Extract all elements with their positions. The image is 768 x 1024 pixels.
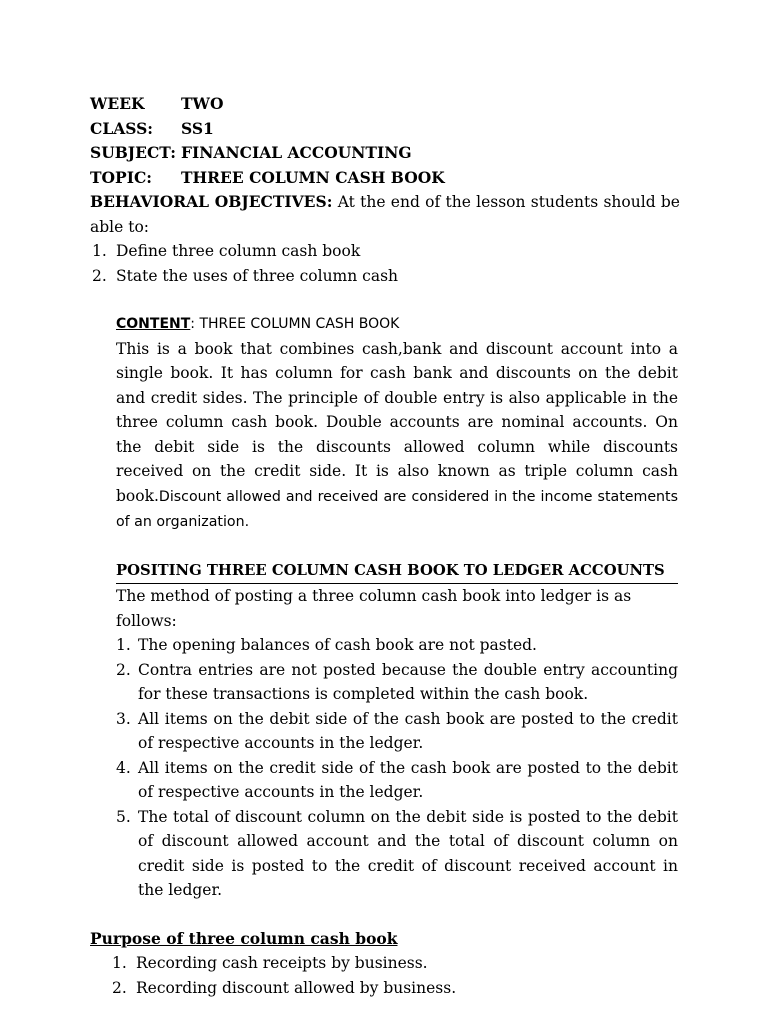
list-number: 2. <box>112 978 127 997</box>
posting-list <box>116 633 678 903</box>
list-item <box>90 239 680 264</box>
list-text: Recording cash receipts by business. <box>136 954 428 972</box>
list-text: State the uses of three column cash <box>116 266 399 285</box>
week-label: WEEK <box>90 94 145 113</box>
content-title: : THREE COLUMN CASH BOOK <box>190 316 400 332</box>
subject-value: FINANCIAL ACCOUNTING <box>181 143 412 162</box>
purpose-heading: Purpose of three column cash book <box>90 928 398 948</box>
list-item <box>90 264 680 289</box>
list-item <box>116 805 678 903</box>
document-page <box>90 92 680 1000</box>
list-number: 1. <box>92 242 107 260</box>
class-label: CLASS: <box>90 118 154 138</box>
content-paragraph <box>116 337 678 535</box>
paragraph-serif-text: This is a book that combines cash,bank and discount account into a single book. It has column for cash bank and discounts on the debit and credit sides. The principle of double entry is also applicable in the three column cash book. Double accounts are nominal accounts. On the debit side is the discounts allowed column while discounts received on the credit side. It is also known as triple column cash book. <box>116 339 678 505</box>
list-item <box>90 976 680 1001</box>
list-item <box>90 951 680 976</box>
class-value: SS1 <box>181 118 214 138</box>
list-number: 2. <box>116 660 131 679</box>
subject-row <box>90 141 680 166</box>
list-text: The total of discount column on the debit side is posted to the debit of discount allowed account and the total of discount column on credit side is posted to the credit of discount received account in the ledger. <box>138 807 678 899</box>
class-row <box>90 117 680 142</box>
list-text: All items on the debit side of the cash book are posted to the credit of respective accounts in the ledger. <box>138 709 678 752</box>
objectives-list <box>90 239 680 288</box>
topic-value: THREE COLUMN CASH BOOK <box>181 167 445 187</box>
list-text: Define three column cash book <box>116 242 361 260</box>
objectives-label: BEHAVIORAL OBJECTIVES: <box>90 192 333 211</box>
list-number: 1. <box>116 636 131 654</box>
list-text: Contra entries are not posted because the double entry accounting for these transactions is completed within the cash book. <box>138 660 678 703</box>
list-number: 1. <box>112 954 127 972</box>
objectives-intro: At the end of the lesson students should be able to: <box>90 193 680 236</box>
topic-row <box>90 166 680 191</box>
posting-heading: POSITING THREE COLUMN CASH BOOK TO LEDGER ACCOUNTS <box>116 559 678 585</box>
week-row <box>90 92 680 117</box>
topic-label: TOPIC: <box>90 167 152 187</box>
list-item <box>116 633 678 658</box>
list-item <box>116 756 678 805</box>
content-heading <box>116 312 678 337</box>
list-number: 2. <box>92 266 107 285</box>
week-value: TWO <box>181 94 224 113</box>
purpose-list <box>90 951 680 1000</box>
posting-intro: The method of posting a three column cash book into ledger is as follows: <box>116 587 632 630</box>
list-number: 4. <box>116 758 131 777</box>
list-item <box>116 658 678 707</box>
content-label: CONTENT <box>116 316 191 332</box>
list-text: All items on the credit side of the cash book are posted to the debit of respective accounts in the ledger. <box>138 758 678 801</box>
list-item <box>116 707 678 756</box>
list-number: 3. <box>116 709 131 728</box>
list-text: The opening balances of cash book are not pasted. <box>138 636 537 654</box>
list-number: 5. <box>116 807 131 826</box>
paragraph-sans-text: Discount allowed and received are considered in the income statements of an organization. <box>116 488 678 530</box>
subject-label: SUBJECT: <box>90 143 176 162</box>
behavioral-objectives <box>90 190 680 239</box>
list-text: Recording discount allowed by business. <box>136 978 457 997</box>
